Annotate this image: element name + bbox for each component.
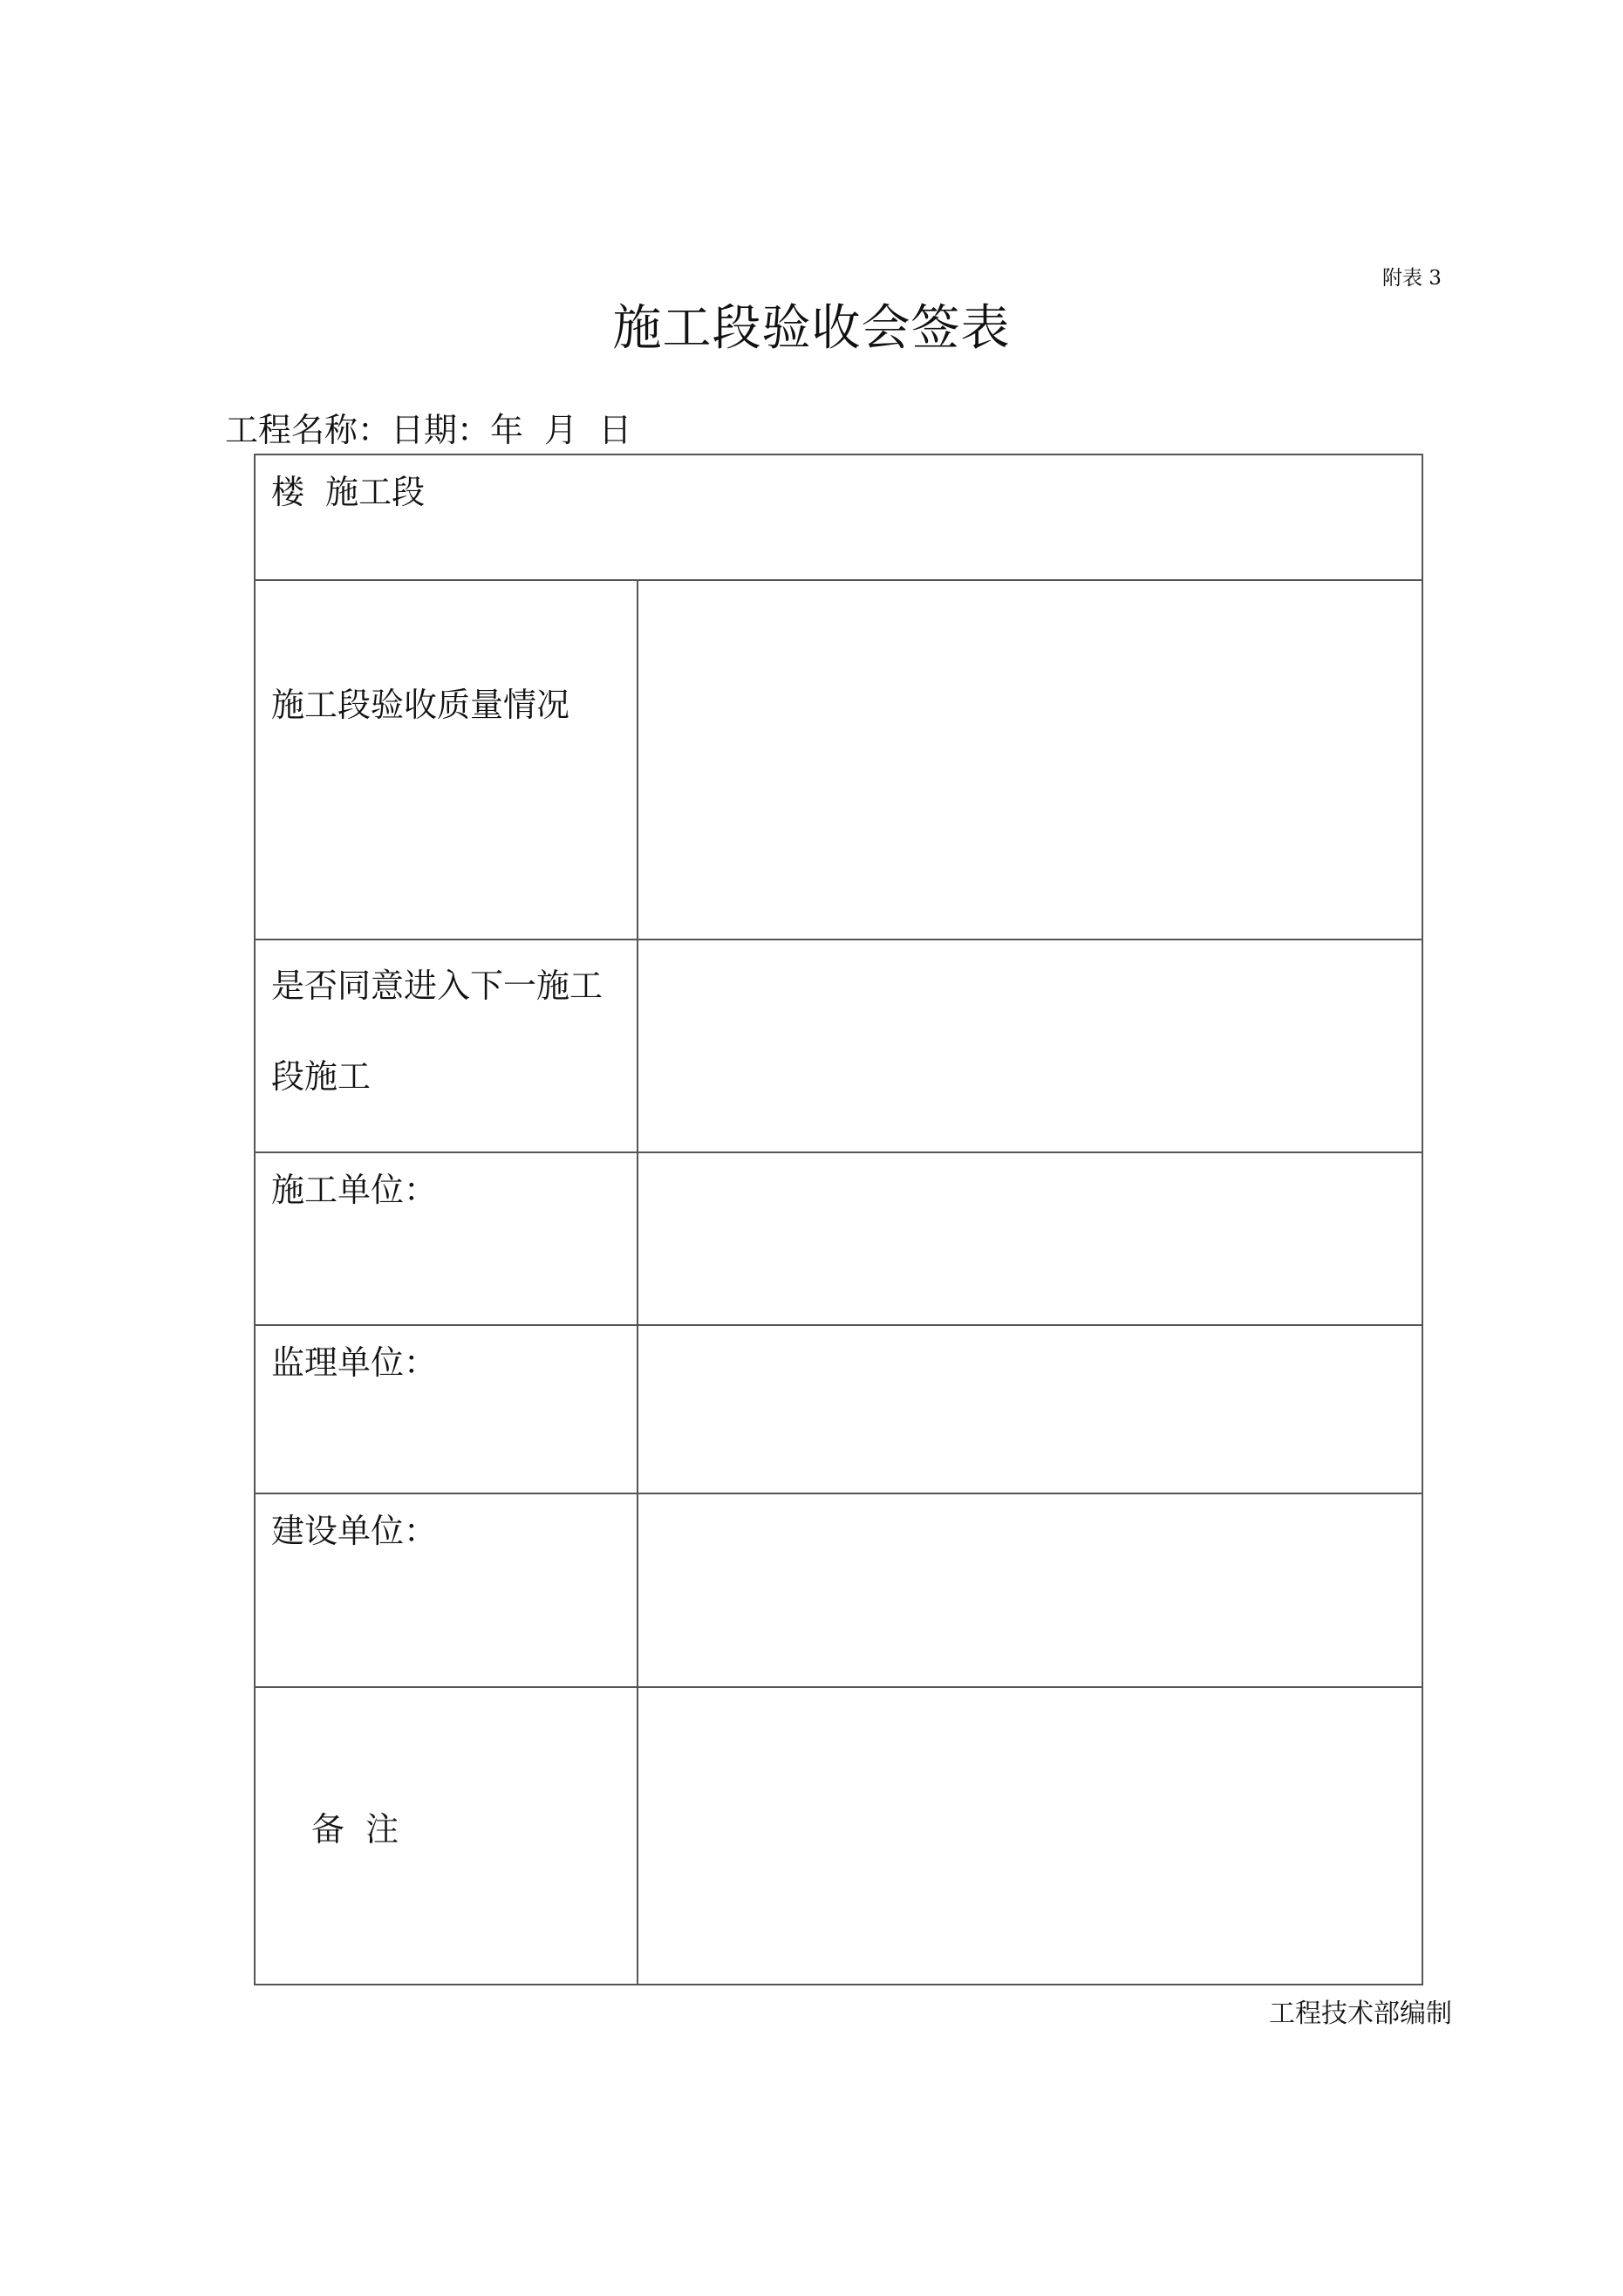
table-row [255,454,1422,580]
table-row [255,940,1422,1152]
table-row [255,580,1422,940]
quality-input-cell[interactable] [638,580,1422,940]
building-section-label: 楼 施工段 [271,473,426,511]
project-date-line: 工程名称：日期：年 月 日 [225,411,632,449]
remark-label-cell [255,1687,638,1985]
supervision-unit-label-cell [255,1325,638,1493]
quality-label: 施工段验收质量情况 [271,686,570,724]
table-row [255,1152,1422,1325]
agree-input-cell[interactable] [638,940,1422,1152]
quality-label-cell [255,580,638,940]
sign-off-table [254,454,1423,1985]
supervision-unit-sign-cell[interactable] [638,1325,1422,1493]
agree-label-cell [255,940,638,1152]
compiled-by-note: 工程技术部编制 [1269,1999,1452,2029]
table-row [255,1493,1422,1687]
remark-input-cell[interactable] [638,1687,1422,1985]
document-title: 施工段验收会签表 [612,300,1011,357]
construction-unit-sign-cell[interactable] [638,1152,1422,1325]
owner-unit-label-cell [255,1493,638,1687]
construction-unit-label-cell [255,1152,638,1325]
owner-unit-sign-cell[interactable] [638,1493,1422,1687]
appendix-label: 附表 3 [1382,267,1442,290]
table-row [255,1325,1422,1493]
construction-unit-label: 施工单位： [271,1171,438,1209]
supervision-unit-label: 监理单位： [271,1343,438,1382]
agree-next-section-label: 是否同意进入下一施工段施工 [271,967,604,1096]
remark-label: 备 注 [311,1810,399,1848]
building-section-cell[interactable] [255,454,1422,580]
owner-unit-label: 建设单位： [271,1512,438,1550]
table-row [255,1687,1422,1985]
